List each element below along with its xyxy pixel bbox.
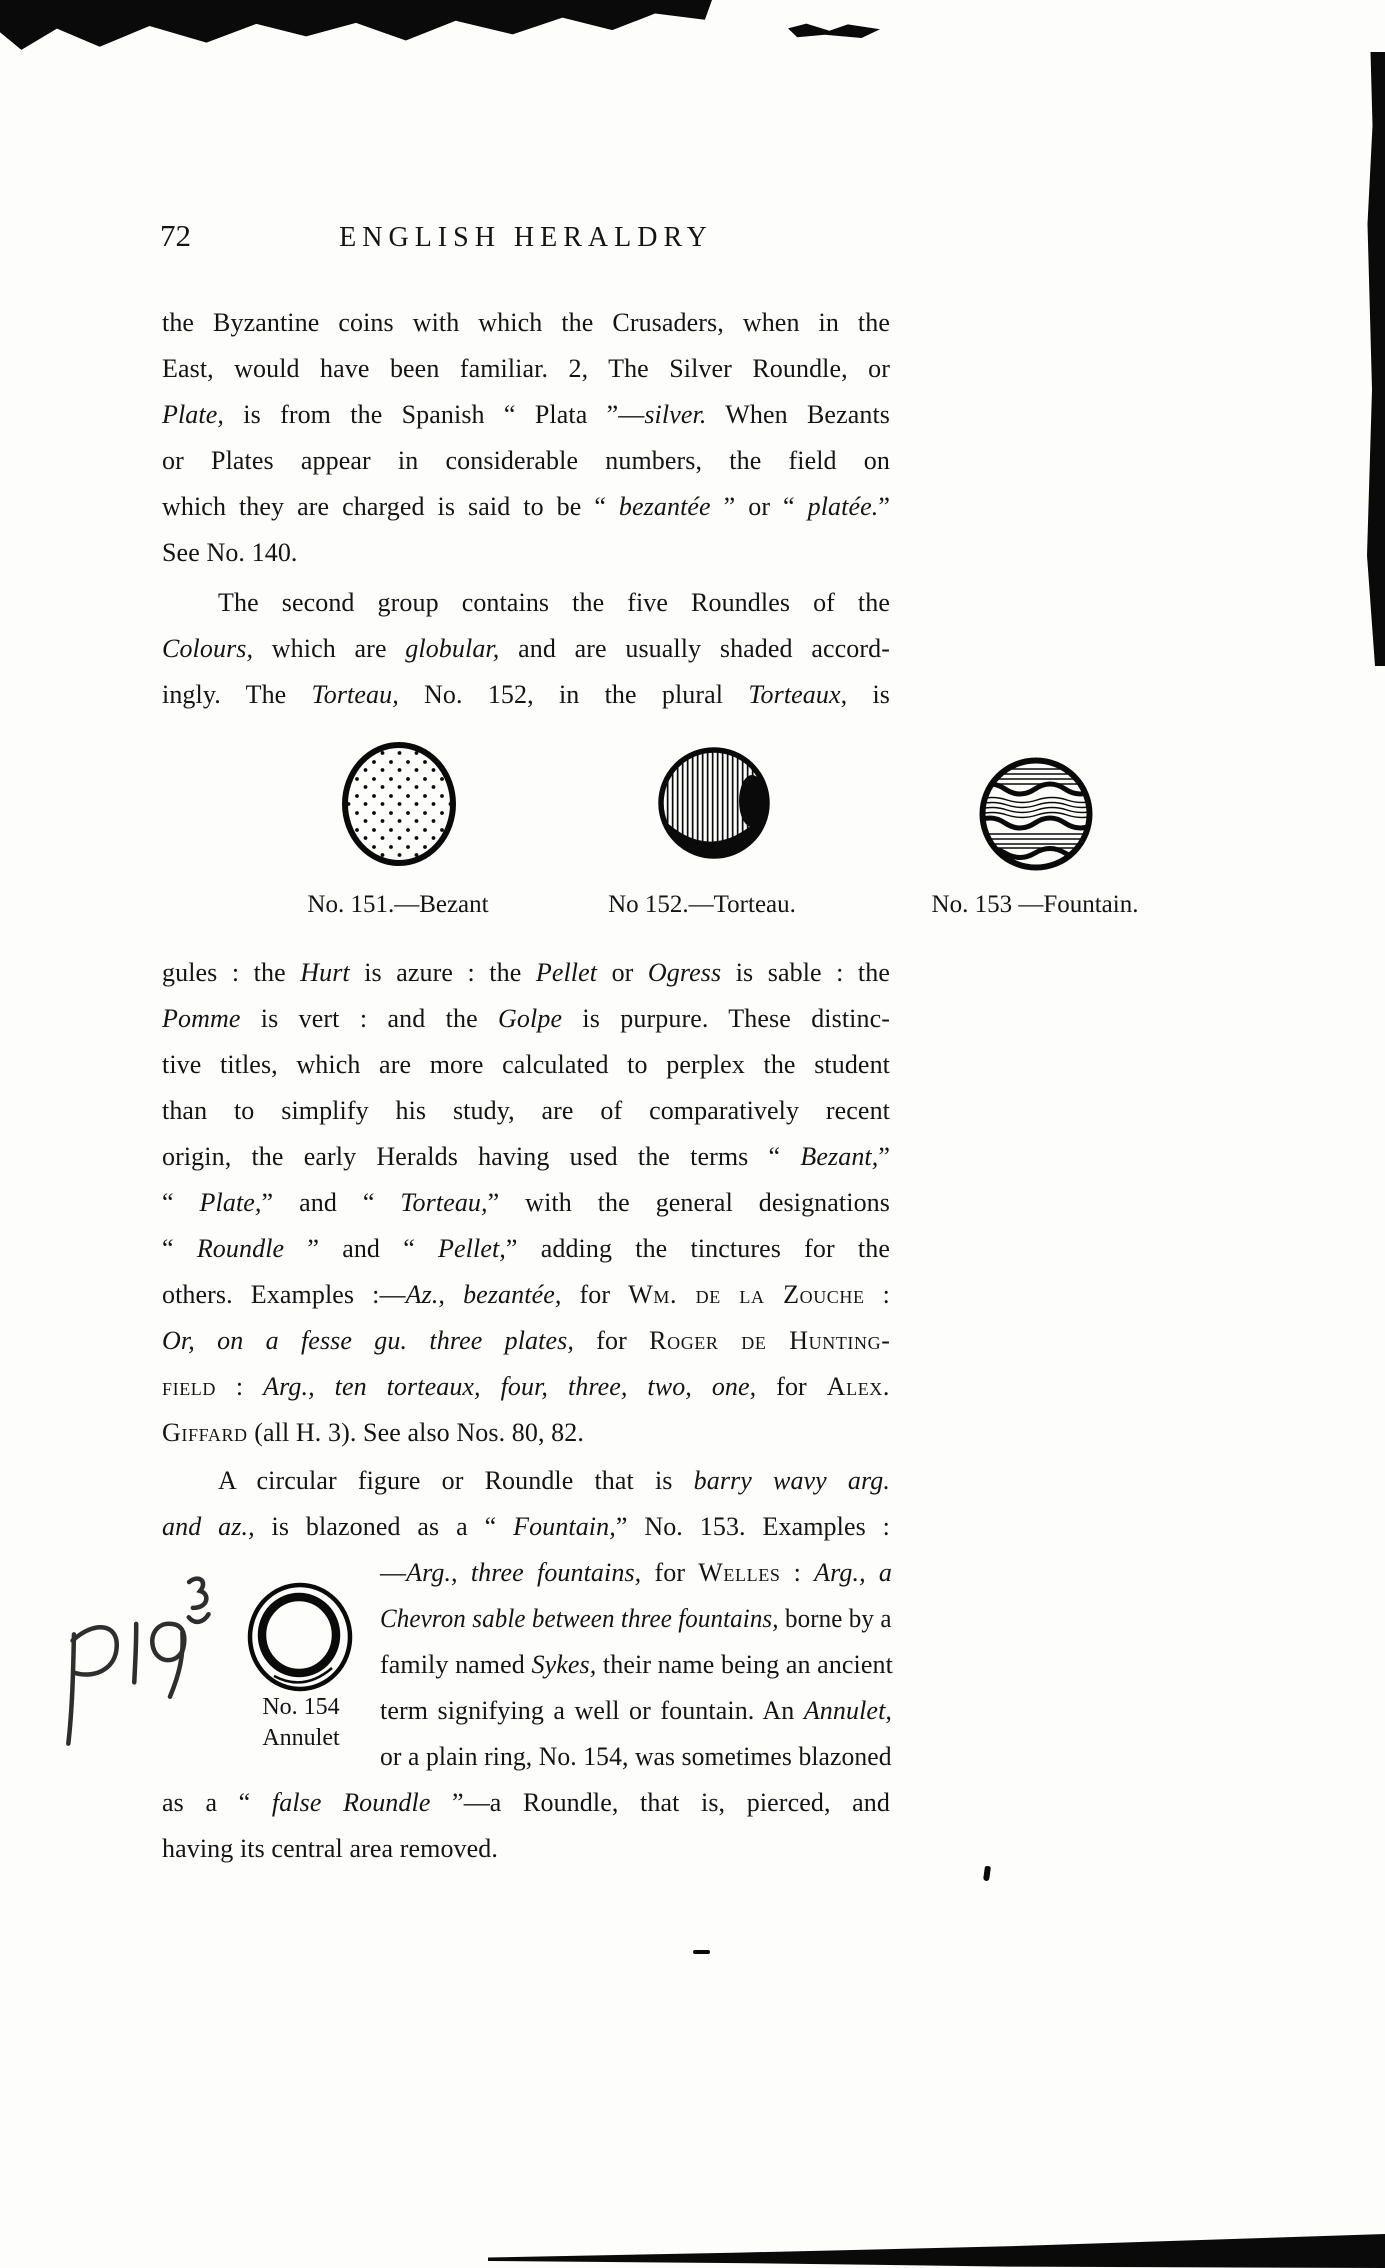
text-line: The second group contains the five Roundles of the — [218, 588, 890, 617]
text-line: family named Sykes, their name being an ancient — [380, 1650, 893, 1679]
running-title: ENGLISH HERALDRY — [339, 222, 713, 253]
text-line: “ Roundle ” and “ Pellet,” adding the tinctures for the — [162, 1234, 890, 1263]
text-line: tive titles, which are more calculated to perplex the student — [162, 1050, 890, 1079]
text-line: “ Plate,” and “ Torteau,” with the general designations — [162, 1188, 890, 1217]
caption-annulet-number: No. 154 — [262, 1694, 340, 1720]
caption-bezant: No. 151.—Bezant — [307, 891, 489, 918]
text-line: East, would have been familiar. 2, The Silver Roundle, or — [162, 354, 890, 383]
scan-artifact-right-bar — [1360, 52, 1385, 666]
text-line: ingly. The Torteau, No. 152, in the plural Torteaux, is — [162, 680, 890, 709]
text-line: Giffard (all H. 3). See also Nos. 80, 82. — [162, 1418, 584, 1447]
text-line: field : Arg., ten torteaux, four, three, two, one, for Alex. — [162, 1372, 890, 1401]
text-line: than to simplify his study, are of comparatively recent — [162, 1096, 890, 1125]
annulet-ring-icon — [244, 1580, 358, 1694]
paragraph-fountains-wrapped — [380, 1550, 892, 1780]
text-line: See No. 140. — [162, 538, 298, 567]
text-line: or Plates appear in considerable numbers, the field on — [162, 446, 890, 475]
caption-torteau: No 152.—Torteau. — [608, 891, 796, 918]
paragraph-false-roundle — [162, 1780, 890, 1872]
text-line: which they are charged is said to be “ bezantée ” or “ platée.” — [162, 492, 890, 521]
paragraph-circular-figure — [162, 1458, 890, 1550]
scan-artifact-top-strip — [0, 0, 712, 52]
scan-artifact-top-mark — [788, 22, 880, 38]
bezant-roundle-dotted-icon — [336, 740, 462, 868]
paragraph-gules-tinctures — [162, 950, 890, 1456]
scan-artifact-dash — [693, 1950, 710, 1954]
text-line: and az., is blazoned as a “ Fountain,” No. 153. Examples : — [162, 1512, 890, 1541]
text-line: others. Examples :—Az., bezantée, for Wm. de la Zouche : — [162, 1280, 890, 1309]
text-line: Chevron sable between three fountains, borne by a — [380, 1604, 892, 1633]
caption-annulet — [226, 1692, 376, 1754]
page-number: 72 — [160, 218, 191, 253]
caption-fountain: No. 153 —Fountain. — [931, 891, 1139, 918]
scan-artifact-speck — [983, 1866, 991, 1882]
text-line: Colours, which are globular, and are usually shaded accord- — [162, 634, 890, 663]
text-line: having its central area removed. — [162, 1834, 498, 1863]
text-line: as a “ false Roundle ”—a Roundle, that is, pierced, and — [162, 1788, 890, 1817]
text-line: or a plain ring, No. 154, was sometimes blazoned — [380, 1742, 892, 1771]
text-line: Or, on a fesse gu. three plates, for Roger de Hunting- — [162, 1326, 890, 1355]
handwritten-margin-note — [39, 1567, 236, 1773]
text-line: A circular figure or Roundle that is barry wavy arg. — [218, 1466, 890, 1495]
paragraph-byzantine-coins — [162, 300, 890, 576]
text-line: term signifying a well or fountain. An Annulet, — [380, 1696, 892, 1725]
scan-artifact-bottom-wedge — [488, 2233, 1385, 2268]
text-line: gules : the Hurt is azure : the Pellet or Ogress is sable : the — [162, 958, 890, 987]
caption-annulet-name: Annulet — [262, 1725, 340, 1751]
text-line: Pomme is vert : and the Golpe is purpure. These distinc- — [162, 1004, 890, 1033]
torteau-roundle-shaded-icon — [655, 743, 773, 863]
text-line: —Arg., three fountains, for Welles : Arg., a — [380, 1558, 892, 1587]
paragraph-second-group — [162, 580, 890, 718]
text-line: Plate, is from the Spanish “ Plata ”—silver. When Bezants — [162, 400, 890, 429]
text-line: origin, the early Heralds having used the terms “ Bezant,” — [162, 1142, 890, 1171]
fountain-roundle-barry-wavy-icon — [975, 753, 1097, 875]
text-line: the Byzantine coins with which the Crusaders, when in the — [162, 308, 890, 337]
